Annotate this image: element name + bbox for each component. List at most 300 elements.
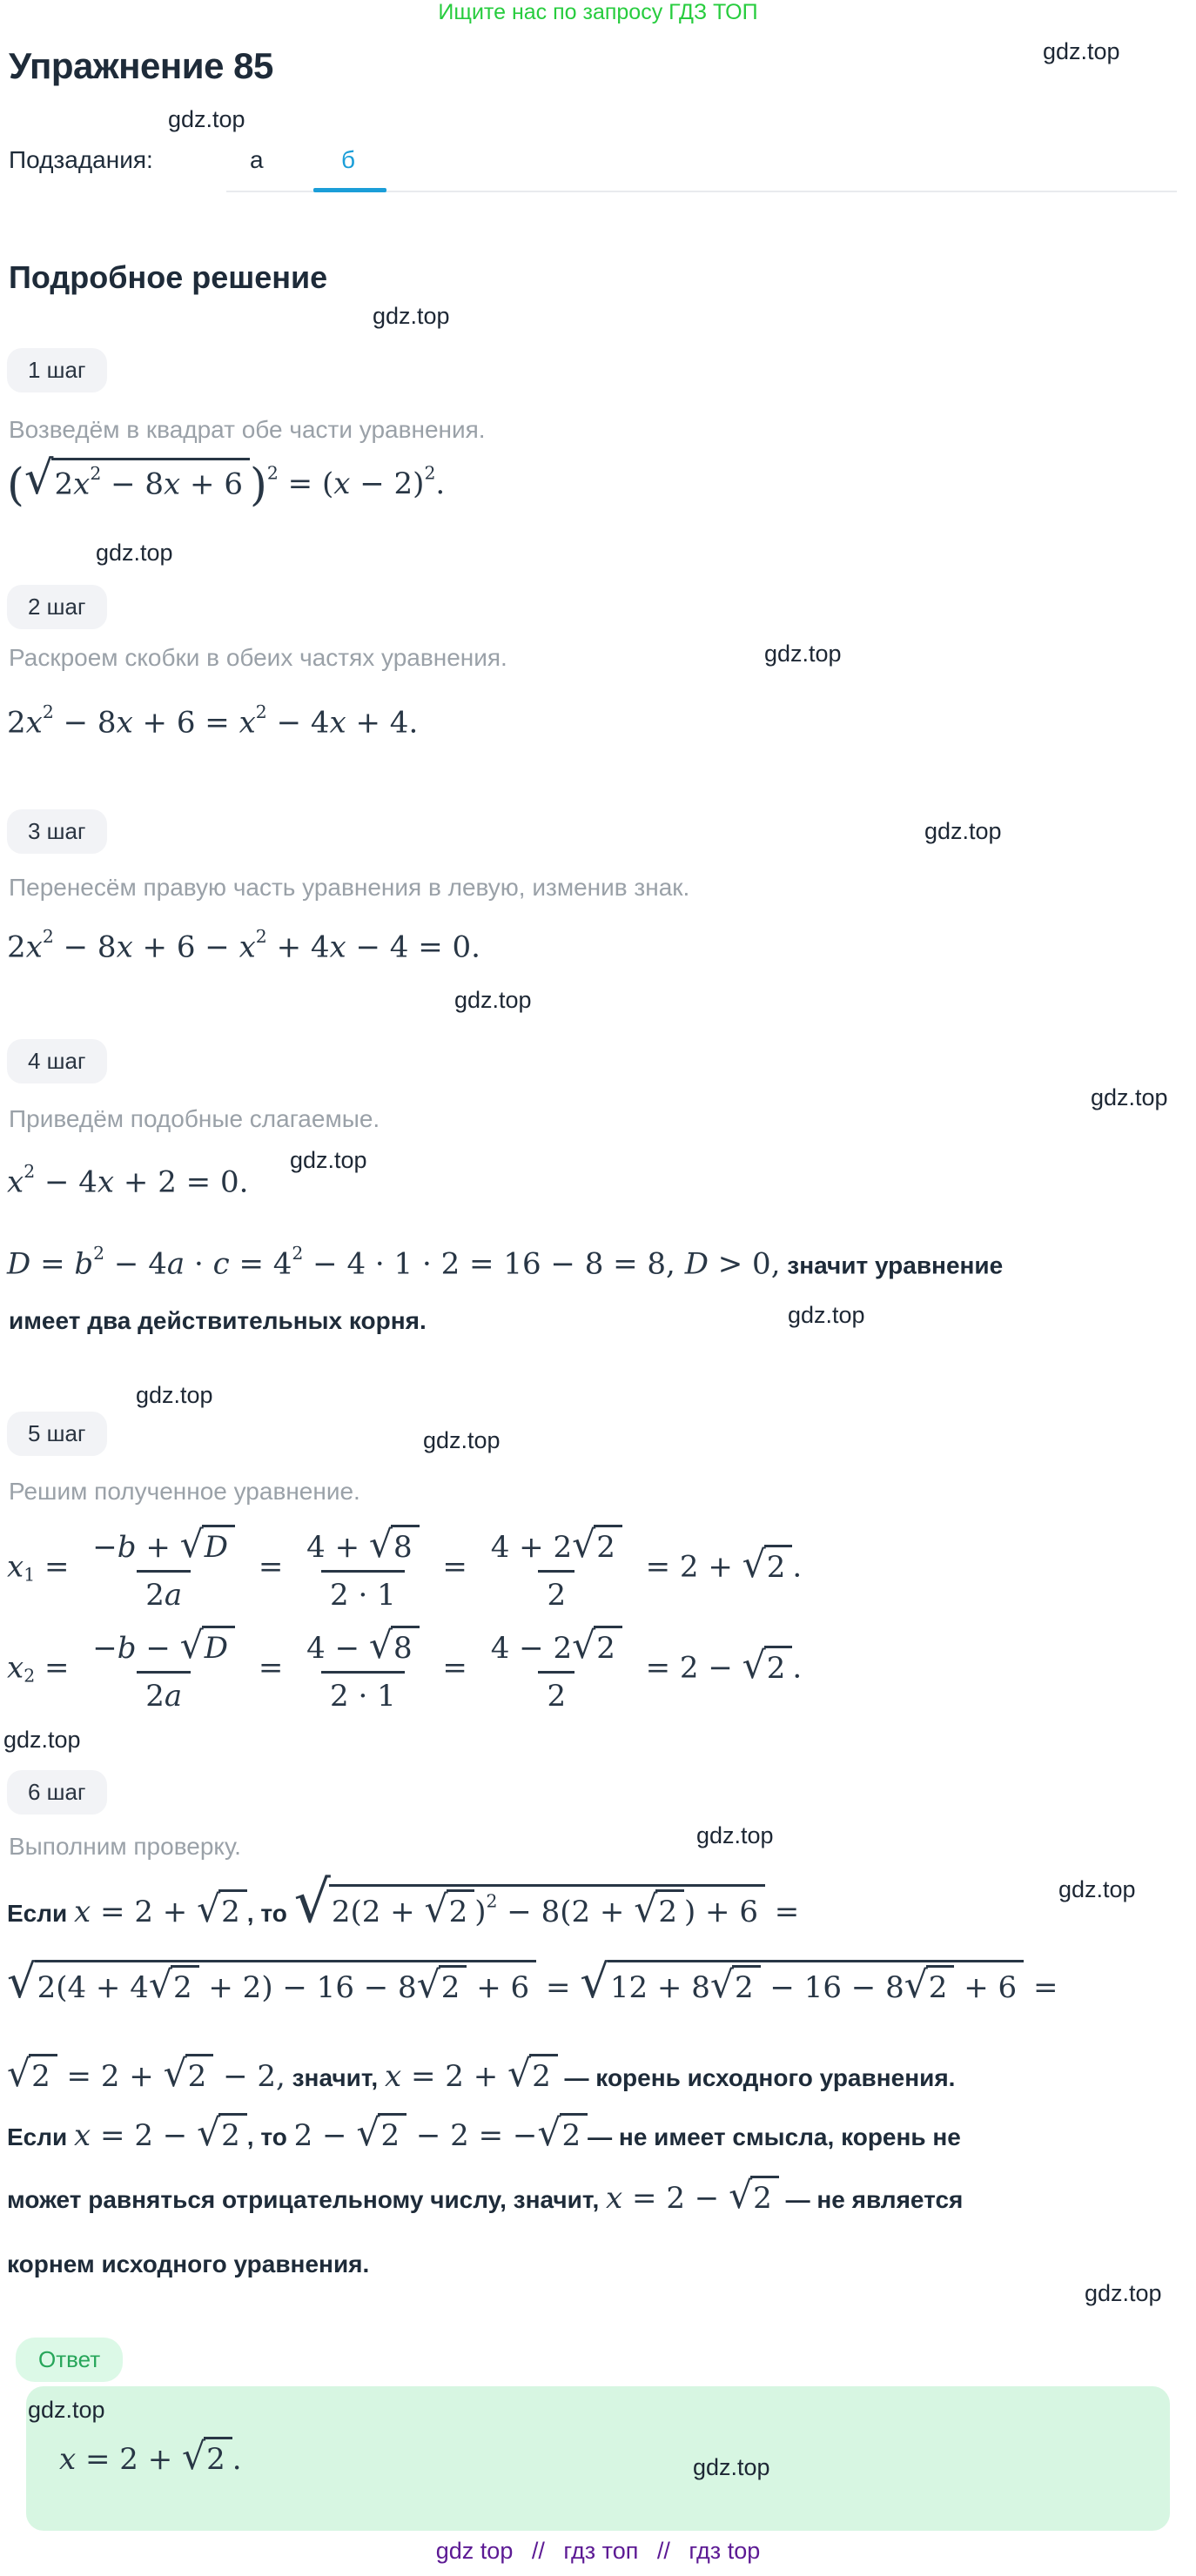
math-text: − 4 — [266, 705, 330, 741]
equation-step2 — [7, 701, 418, 740]
superscript — [256, 701, 267, 722]
sqrt-expression — [7, 1955, 536, 2009]
math-text: x — [239, 705, 256, 741]
equation-nonroot-line1 — [7, 2113, 961, 2153]
math-text: + 6 — [180, 466, 243, 501]
math-text: x — [73, 466, 91, 501]
radical-sign: √ — [197, 2112, 221, 2155]
radical-sign: √ — [179, 1625, 204, 1667]
step-badge-4: 4 шаг — [7, 1039, 107, 1083]
sqrt-expression — [197, 1889, 247, 1929]
math-text: 2 — [766, 1549, 786, 1585]
step-badge-3: 3 шаг — [7, 809, 107, 854]
superscript — [43, 701, 54, 722]
radicand — [391, 1525, 420, 1565]
radicand — [764, 1545, 793, 1585]
math-text: x — [329, 705, 346, 741]
sqrt-expression — [7, 2054, 57, 2094]
gdz-watermark: gdz.top — [788, 1302, 865, 1328]
sqrt-expression — [197, 2113, 247, 2153]
math-text: x — [7, 1164, 24, 1200]
math-text: 2 · 1 — [330, 1578, 396, 1613]
statement-two-roots: имеет два действительных корня. — [9, 1307, 427, 1334]
math-text: + 6 — [954, 1970, 1018, 2005]
math-text: 2 — [753, 2181, 772, 2216]
math-text: + 6 − — [132, 929, 239, 965]
math-text: > 0, — [708, 1246, 781, 1282]
math-text: 8 — [393, 1631, 413, 1666]
math-text: x — [97, 1164, 115, 1200]
sqrt-expression — [417, 1965, 467, 2005]
math-text: = — [30, 1246, 75, 1282]
math-text: 2 — [734, 1970, 754, 2005]
math-text: 4 − — [306, 1631, 369, 1666]
numerator — [298, 1626, 427, 1671]
math-text: = 2 + — [76, 2442, 183, 2477]
math-text: x — [59, 2442, 77, 2477]
fraction — [482, 1626, 631, 1714]
math-text: 2 — [424, 462, 436, 484]
math-text: x — [25, 929, 43, 965]
math-text: D — [204, 1631, 229, 1666]
math-text: + 6 — [467, 1970, 530, 2005]
math-text: 2 — [206, 2442, 225, 2477]
math-text: = 2 + — [635, 1549, 742, 1585]
math-text: 2 — [596, 1530, 615, 1565]
promo-banner: Ищите нас по запросу ГДЗ ТОП — [438, 0, 758, 24]
active-tab-underline — [313, 188, 386, 192]
denominator — [538, 1570, 574, 1613]
math-text: — не имеет смысла, корень не — [588, 2123, 961, 2150]
math-text: = 2 − — [91, 2118, 198, 2153]
math-text: b — [117, 1631, 137, 1666]
radical-sign: √ — [709, 1964, 734, 2007]
gdz-watermark: gdz.top — [168, 106, 245, 132]
math-text: . — [792, 1650, 803, 1686]
math-text: + 4. — [346, 705, 419, 741]
equation-nonroot-line2 — [7, 2176, 963, 2216]
math-text: x — [7, 1650, 24, 1686]
equation-discriminant — [7, 1243, 1003, 1281]
math-text: — корень исходного уравнения. — [557, 2064, 956, 2091]
radicand — [202, 1525, 235, 1565]
math-text: 2 — [561, 2118, 581, 2153]
math-text: − 8 — [101, 466, 165, 501]
numerator — [84, 1525, 244, 1570]
radical-sign: √ — [293, 1868, 331, 1935]
math-text: 2(4 + 4 — [37, 1970, 149, 2005]
fraction — [482, 1525, 631, 1613]
radicand — [447, 1889, 475, 1929]
math-text: — не является — [778, 2186, 964, 2213]
radicand — [35, 1960, 537, 2005]
math-text: ) — [474, 1895, 487, 1929]
math-text: 8 — [393, 1530, 413, 1565]
math-text: ( — [7, 460, 24, 512]
math-text: + 4 — [266, 929, 330, 965]
radical-sign: √ — [163, 2053, 187, 2096]
math-text: = 2 − — [622, 2181, 729, 2216]
step-text-2: Раскроем скобки в обеих частях уравнения. — [9, 644, 507, 671]
math-text: = — [433, 1549, 477, 1585]
math-text: 2(2 + — [331, 1895, 425, 1929]
math-text: − 16 − 8 — [760, 1970, 904, 2005]
math-text: b — [74, 1246, 94, 1282]
math-text: 2 · 1 — [330, 1679, 396, 1714]
sqrt-expression — [180, 1626, 235, 1666]
math-text: = 2 + — [57, 2059, 164, 2094]
radicand — [750, 2176, 779, 2216]
math-text: 2 — [547, 1679, 567, 1714]
radicand — [732, 1965, 761, 2005]
gdz-watermark: gdz.top — [3, 1727, 81, 1753]
math-text: Если — [7, 2123, 75, 2150]
gdz-watermark: gdz.top — [764, 641, 842, 667]
radicand — [218, 2113, 247, 2153]
math-text: D — [7, 1246, 31, 1282]
radicand — [378, 2113, 407, 2153]
math-text: , то — [246, 1900, 294, 1927]
math-text: 2 — [7, 929, 26, 965]
tab-subtask-b[interactable]: б — [341, 146, 356, 173]
radical-sign: √ — [634, 1888, 658, 1931]
denominator — [137, 1570, 191, 1613]
math-text: x — [384, 2059, 402, 2094]
radicand — [29, 2054, 57, 2094]
sqrt-expression — [572, 1626, 622, 1666]
fraction — [84, 1525, 244, 1613]
superscript — [424, 463, 435, 484]
radicand — [926, 1965, 955, 2005]
denominator — [321, 1570, 405, 1613]
math-text: 12 + 8 — [609, 1970, 710, 2005]
radicand — [391, 1626, 420, 1666]
sqrt-expression — [507, 2054, 558, 2094]
math-text: 2 — [31, 2059, 50, 2094]
radicand — [655, 1889, 684, 1929]
gdz-watermark: gdz.top — [1091, 1084, 1168, 1110]
step-text-1: Возведём в квадрат обе части уравнения. — [9, 416, 486, 443]
step-text-3: Перенесём правую часть уравнения в левую, изменив знак. — [9, 874, 690, 901]
math-text: 2 — [221, 2118, 240, 2153]
superscript — [90, 463, 101, 484]
gdz-watermark: gdz.top — [1043, 38, 1120, 64]
math-text: = — [249, 1650, 293, 1686]
equation-check-line1 — [7, 1868, 800, 1935]
gdz-watermark: gdz.top — [28, 2397, 105, 2423]
subscript — [24, 1666, 35, 1687]
math-text: + 2) − 16 − 8 — [198, 1970, 417, 2005]
gdz-watermark: gdz.top — [290, 1147, 367, 1173]
fraction — [298, 1525, 427, 1613]
math-text: c — [212, 1246, 230, 1282]
math-text: Если — [7, 1900, 75, 1927]
footer-link-gdz-top-ru[interactable]: гдз топ — [563, 2538, 639, 2564]
gdz-watermark: gdz.top — [696, 1822, 774, 1848]
radical-sign: √ — [197, 1888, 221, 1931]
subtasks-label: Подзадания: — [9, 146, 153, 173]
math-text: 2 — [255, 701, 267, 722]
math-text: ) + 6 — [683, 1895, 758, 1929]
math-text: 1 — [24, 1564, 36, 1586]
math-text: значит, — [285, 2064, 385, 2091]
math-text: . — [435, 466, 446, 501]
gdz-watermark: gdz.top — [96, 540, 173, 566]
math-text: D — [684, 1246, 709, 1282]
sqrt-expression — [742, 1545, 793, 1585]
math-text: a — [166, 1246, 185, 1282]
radicand — [204, 2437, 232, 2477]
subscript — [24, 1565, 35, 1586]
footer-separator: // — [656, 2538, 670, 2564]
radical-sign: √ — [572, 1524, 596, 1566]
radical-sign: √ — [742, 1644, 766, 1687]
radical-sign: √ — [368, 1524, 393, 1566]
radicand — [594, 1525, 622, 1565]
math-text: 2 — [532, 2059, 551, 2094]
equation-root2 — [7, 1626, 802, 1714]
math-text: 2 — [928, 1970, 948, 2005]
step-text-5: Решим полученное уравнение. — [9, 1478, 360, 1505]
math-text: 2 — [486, 1890, 498, 1912]
equation-root1 — [7, 1525, 802, 1613]
math-text: x — [74, 1895, 91, 1929]
superscript — [486, 1891, 497, 1912]
math-text: x — [116, 705, 133, 741]
math-text: = ( — [278, 466, 334, 501]
math-text: 2 — [380, 2118, 400, 2153]
footer-separator: // — [531, 2538, 545, 2564]
numerator — [84, 1626, 244, 1671]
radical-sign: √ — [182, 2436, 206, 2479]
math-text: = — [764, 1895, 800, 1929]
math-text: x — [74, 2118, 91, 2153]
radicand — [202, 1626, 235, 1666]
radicand — [218, 1889, 247, 1929]
math-text: 2 — [547, 1578, 567, 1613]
math-text: + 2 = 0. — [114, 1164, 249, 1200]
math-text: D — [204, 1530, 229, 1565]
math-text: = — [536, 1970, 581, 2005]
radical-sign: √ — [148, 1964, 172, 2007]
math-text: − 8 — [53, 929, 117, 965]
step-badge-5: 5 шаг — [7, 1412, 107, 1456]
equation-check-line2 — [7, 1955, 1058, 2009]
sqrt-expression — [710, 1965, 761, 2005]
math-text: = 4 — [229, 1246, 292, 1282]
step-text-4: Приведём подобные слагаемые. — [9, 1105, 380, 1132]
math-text: − 2, — [213, 2059, 286, 2094]
numerator — [298, 1525, 427, 1570]
footer-link-gdz-top[interactable]: gdz top — [435, 2538, 514, 2564]
math-text: 2 — [221, 1895, 240, 1929]
math-text: 2 — [145, 1578, 165, 1613]
sqrt-expression — [356, 2113, 407, 2153]
radicand — [439, 1965, 467, 2005]
math-text: − 4 — [104, 1246, 167, 1282]
solution-heading: Подробное решение — [9, 259, 328, 295]
step-badge-6: 6 шаг — [7, 1770, 107, 1815]
math-text: − 8(2 + — [497, 1895, 635, 1929]
math-text: = — [35, 1650, 79, 1686]
math-text: − — [92, 1631, 118, 1666]
gdz-watermark: gdz.top — [924, 818, 1002, 844]
radical-sign: √ — [416, 1964, 440, 2007]
gdz-watermark: gdz.top — [693, 2454, 770, 2480]
math-text: 4 − 2 — [490, 1631, 573, 1666]
radicand — [51, 458, 250, 501]
radical-sign: √ — [507, 2053, 532, 2096]
radical-sign: √ — [7, 1955, 37, 2009]
math-text: − 4 · 1 · 2 = 16 − 8 = 8, — [303, 1246, 685, 1282]
sqrt-expression — [293, 1868, 765, 1935]
math-text: + 6 = — [132, 705, 239, 741]
math-text: = 2 + — [91, 1895, 198, 1929]
math-text: 4 + — [306, 1530, 369, 1565]
page-title: Упражнение 85 — [9, 45, 273, 86]
sqrt-expression — [369, 1626, 420, 1666]
sqrt-expression — [369, 1525, 420, 1565]
math-text: может равняться отрицательному числу, значит, — [7, 2186, 607, 2213]
math-text: − — [92, 1530, 118, 1565]
radical-sign: √ — [572, 1625, 596, 1667]
tab-subtask-a[interactable]: а — [250, 146, 264, 173]
math-text: x — [239, 929, 256, 965]
math-text: x — [329, 929, 346, 965]
math-text: 2 − — [293, 2118, 357, 2153]
math-text: 2 — [24, 1161, 36, 1182]
gdz-watermark: gdz.top — [1085, 2280, 1162, 2306]
sqrt-expression — [580, 1955, 1024, 2009]
sqrt-expression — [24, 452, 250, 505]
answer-equation — [59, 2437, 242, 2477]
math-text: − 8 — [53, 705, 117, 741]
math-text: . — [232, 2442, 242, 2477]
radical-sign: √ — [7, 2053, 31, 2096]
step-badge-1: 1 шаг — [7, 348, 107, 392]
radicand — [329, 1884, 765, 1929]
math-text: 2 — [596, 1631, 615, 1666]
math-text: 2 — [255, 926, 267, 947]
radical-sign: √ — [580, 1955, 609, 2009]
math-text: 2 — [292, 1243, 304, 1264]
sqrt-expression — [729, 2176, 779, 2216]
sqrt-expression — [742, 1646, 793, 1686]
math-text: − — [136, 1631, 180, 1666]
math-text: 2 — [448, 1895, 468, 1929]
radical-sign: √ — [904, 1964, 928, 2007]
footer-link-gdz-top-mixed[interactable]: гдз top — [689, 2538, 761, 2564]
gdz-watermark: gdz.top — [136, 1382, 213, 1408]
math-text: + — [136, 1530, 180, 1565]
math-text: − 4 = 0. — [346, 929, 480, 965]
math-text: = — [433, 1650, 477, 1686]
superscript — [292, 1243, 303, 1264]
sqrt-expression — [182, 2437, 232, 2477]
radicand — [171, 1965, 199, 2005]
math-text: 2 — [658, 1895, 677, 1929]
gdz-watermark: gdz.top — [423, 1427, 501, 1453]
math-text: − 2 = − — [407, 2118, 538, 2153]
math-text: 2 — [54, 466, 74, 501]
math-text: 2 — [440, 1970, 460, 2005]
superscript — [256, 926, 267, 947]
equation-step4 — [7, 1161, 248, 1199]
equation-check-line3 — [7, 2054, 955, 2094]
radical-sign: √ — [356, 2112, 380, 2155]
superscript — [24, 1161, 35, 1182]
equation-step1 — [7, 452, 446, 512]
math-text: 2 — [93, 1243, 105, 1264]
step-text-6: Выполним проверку. — [9, 1833, 241, 1860]
math-text: x — [25, 705, 43, 741]
math-text: = — [35, 1549, 79, 1585]
radicand — [560, 2113, 588, 2153]
math-text: 2 — [187, 2059, 207, 2094]
math-text: . — [792, 1549, 803, 1585]
math-text: 4 + 2 — [490, 1530, 573, 1565]
math-text: x — [333, 466, 351, 501]
math-text: 2 — [266, 462, 279, 484]
math-text: 2 — [42, 701, 54, 722]
math-text: x — [606, 2181, 623, 2216]
gdz-watermark: gdz.top — [1058, 1876, 1136, 1902]
radical-sign: √ — [24, 452, 54, 505]
math-text: 2 — [90, 462, 102, 484]
math-text: − 4 — [35, 1164, 97, 1200]
math-text: 2 — [766, 1650, 786, 1686]
radical-sign: √ — [729, 2175, 753, 2217]
radicand — [594, 1626, 622, 1666]
radical-sign: √ — [424, 1888, 448, 1931]
math-text: , то — [246, 2123, 294, 2150]
math-text: x — [7, 1549, 24, 1585]
superscript — [267, 463, 279, 484]
answer-badge: Ответ — [16, 2338, 123, 2382]
sqrt-expression — [537, 2113, 588, 2153]
denominator — [321, 1671, 405, 1714]
equation-step3 — [7, 926, 480, 964]
denominator — [538, 1671, 574, 1714]
sqrt-expression — [149, 1965, 199, 2005]
fraction — [298, 1626, 427, 1714]
fraction — [84, 1626, 244, 1714]
math-text: = — [249, 1549, 293, 1585]
math-text: значит уравнение — [780, 1251, 1004, 1279]
math-text: 2 — [42, 926, 54, 947]
step-badge-2: 2 шаг — [7, 585, 107, 629]
gdz-watermark: gdz.top — [373, 303, 450, 329]
math-text: 2 — [145, 1679, 165, 1714]
math-text: 2 — [24, 1665, 36, 1687]
math-text: 2 — [7, 705, 26, 741]
sqrt-expression — [164, 2054, 214, 2094]
sqrt-expression — [904, 1965, 955, 2005]
math-text: 2 — [172, 1970, 192, 2005]
radicand — [185, 2054, 214, 2094]
math-text: = 2 − — [635, 1650, 742, 1686]
math-text: b — [117, 1530, 137, 1565]
radical-sign: √ — [179, 1524, 204, 1566]
math-text: a — [164, 1679, 183, 1714]
math-text: · — [185, 1246, 213, 1282]
superscript — [93, 1243, 104, 1264]
sqrt-expression — [424, 1889, 474, 1929]
math-text: корнем исходного уравнения. — [7, 2251, 370, 2277]
radicand — [608, 1960, 1024, 2005]
math-text: = 2 + — [401, 2059, 508, 2094]
numerator — [482, 1626, 631, 1671]
